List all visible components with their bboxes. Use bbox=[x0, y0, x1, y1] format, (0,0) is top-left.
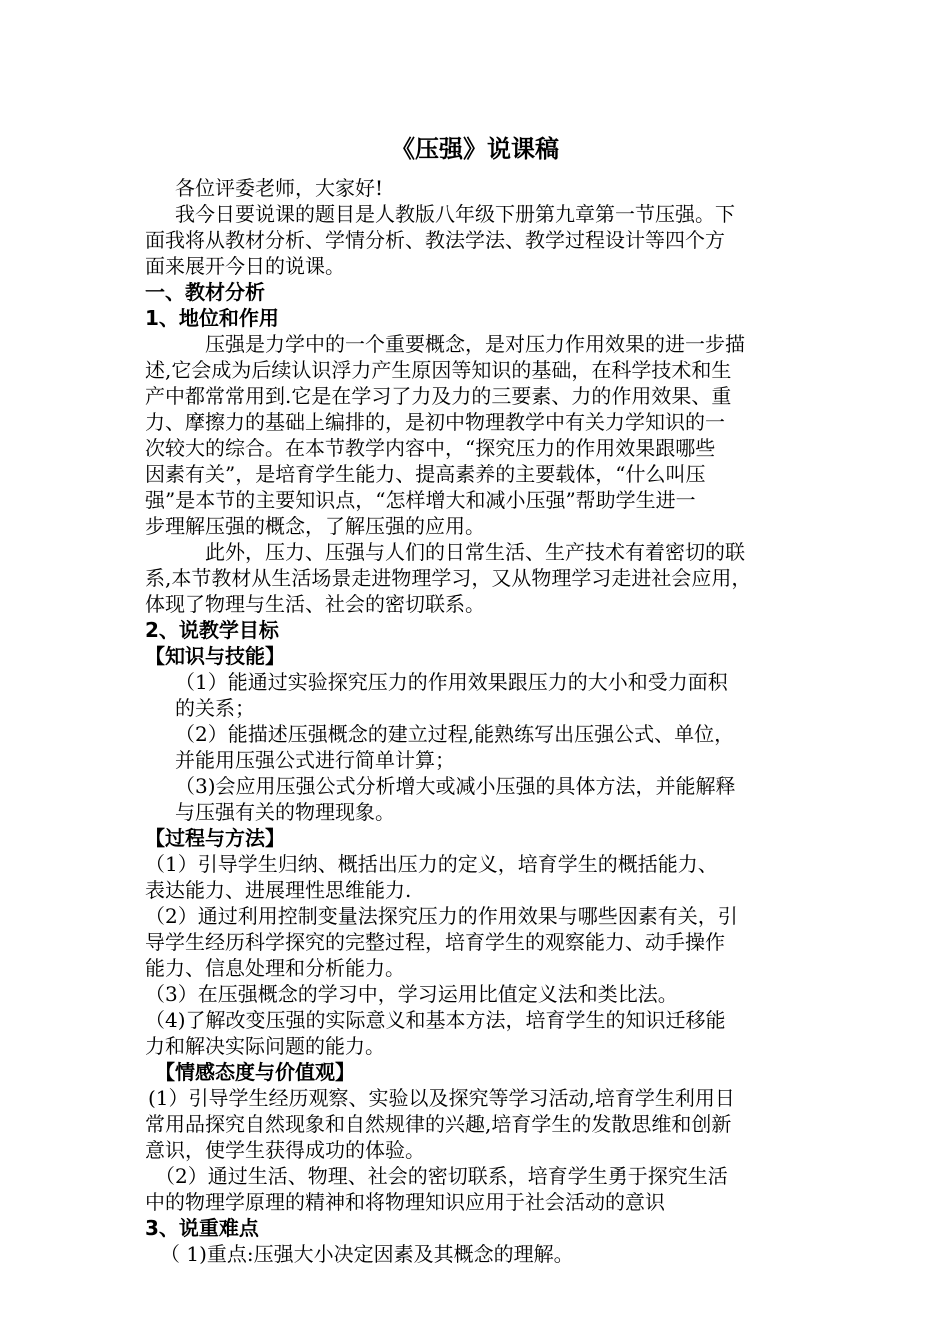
paragraph-line: （2）能描述压强概念的建立过程,能熟练写出压强公式、单位， bbox=[175, 722, 735, 746]
paragraph-line: 体现了物理与生活、社会的密切联系。 bbox=[145, 592, 485, 616]
paragraph-line: （ 1)重点:压强大小决定因素及其概念的理解。 bbox=[160, 1242, 574, 1266]
section-heading: 3、说重难点 bbox=[145, 1216, 259, 1240]
paragraph-line: （1）能通过实验探究压力的作用效果跟压力的大小和受力面积 bbox=[175, 670, 728, 694]
paragraph-line: 次较大的综合。在本节教学内容中，“探究压力的作用效果跟哪些 bbox=[145, 436, 716, 460]
paragraph-line: 力和解决实际问题的能力。 bbox=[145, 1034, 385, 1058]
section-heading: 一、教材分析 bbox=[145, 280, 265, 304]
section-heading: 【情感态度与价值观】 bbox=[155, 1060, 355, 1084]
paragraph-line: 面来展开今日的说课。 bbox=[145, 254, 345, 278]
section-heading: 1、地位和作用 bbox=[145, 306, 279, 330]
paragraph-line: 能力、信息处理和分析能力。 bbox=[145, 956, 405, 980]
paragraph-line: 的关系； bbox=[175, 696, 255, 720]
paragraph-line: 因素有关”，是培育学生能力、提高素养的主要载体，“什么叫压 bbox=[145, 462, 706, 486]
paragraph-line: 力、摩擦力的基础上编排的，是初中物理教学中有关力学知识的一 bbox=[145, 410, 725, 434]
paragraph-line: 强”是本节的主要知识点，“怎样增大和减小压强”帮助学生进一 bbox=[145, 488, 696, 512]
section-heading: 2、说教学目标 bbox=[145, 618, 279, 642]
paragraph-line: 面我将从教材分析、学情分析、教法学法、教学过程设计等四个方 bbox=[145, 228, 725, 252]
paragraph-line: 步理解压强的概念，了解压强的应用。 bbox=[145, 514, 485, 538]
paragraph-line: （1）引导学生归纳、概括出压力的定义，培育学生的概括能力、 bbox=[145, 852, 718, 876]
paragraph-line: （4)了解改变压强的实际意义和基本方法，培育学生的知识迁移能 bbox=[145, 1008, 726, 1032]
paragraph-line: 压强是力学中的一个重要概念，是对压力作用效果的进一步描 bbox=[205, 332, 745, 356]
paragraph-line: 各位评委老师，大家好! bbox=[175, 176, 384, 200]
paragraph-line: 产中都常常用到.它是在学习了力及力的三要素、力的作用效果、重 bbox=[145, 384, 732, 408]
paragraph-line: 我今日要说课的题目是人教版八年级下册第九章第一节压强。下 bbox=[175, 202, 735, 226]
paragraph-line: （3)会应用压强公式分析增大或减小压强的具体方法，并能解释 bbox=[175, 774, 736, 798]
paragraph-line: 此外，压力、压强与人们的日常生活、生产技术有着密切的联 bbox=[205, 540, 745, 564]
paragraph-line: （2）通过生活、物理、社会的密切联系，培育学生勇于探究生活 bbox=[155, 1164, 728, 1188]
paragraph-line: （3）在压强概念的学习中，学习运用比值定义法和类比法。 bbox=[145, 982, 678, 1006]
paragraph-line: (1）引导学生经历观察、实验以及探究等学习活动,培育学生利用日 bbox=[148, 1086, 735, 1110]
paragraph-line: 意识，使学生获得成功的体验。 bbox=[145, 1138, 425, 1162]
paragraph-line: 表达能力、进展理性思维能力. bbox=[145, 878, 412, 902]
section-heading: 【知识与技能】 bbox=[145, 644, 285, 668]
document-title: 《压强》说课稿 bbox=[391, 135, 559, 163]
paragraph-line: 中的物理学原理的精神和将物理知识应用于社会活动的意识 bbox=[145, 1190, 665, 1214]
paragraph-line: 常用品探究自然现象和自然规律的兴趣,培育学生的发散思维和创新 bbox=[145, 1112, 732, 1136]
paragraph-line: （2）通过利用控制变量法探究压力的作用效果与哪些因素有关，引 bbox=[145, 904, 738, 928]
paragraph-line: 系,本节教材从生活场景走进物理学习，又从物理学习走进社会应用， bbox=[145, 566, 752, 590]
paragraph-line: 与压强有关的物理现象。 bbox=[175, 800, 395, 824]
paragraph-line: 导学生经历科学探究的完整过程，培育学生的观察能力、动手操作 bbox=[145, 930, 725, 954]
paragraph-line: 并能用压强公式进行简单计算； bbox=[175, 748, 455, 772]
section-heading: 【过程与方法】 bbox=[145, 826, 285, 850]
paragraph-line: 述,它会成为后续认识浮力产生原因等知识的基础，在科学技术和生 bbox=[145, 358, 732, 382]
